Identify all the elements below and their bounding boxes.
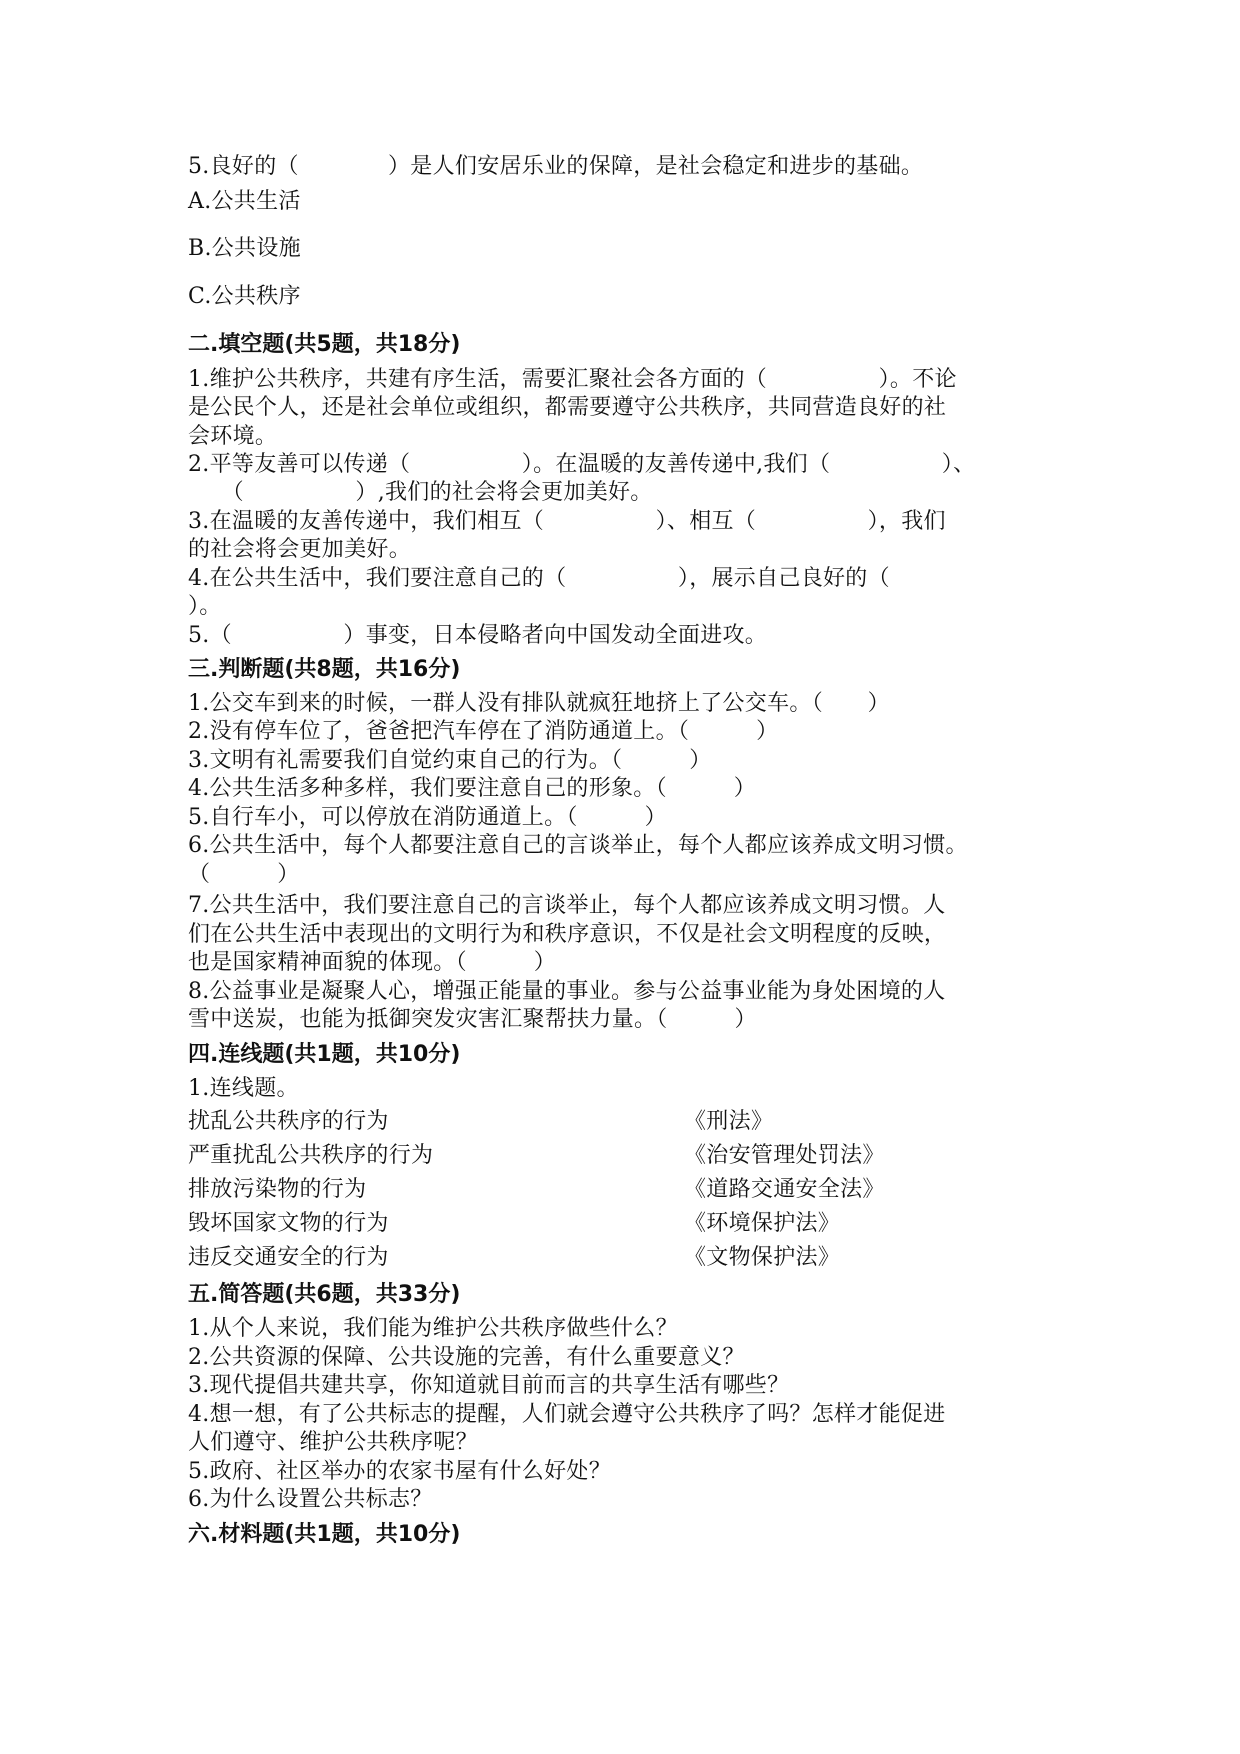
question-line: 8.公益事业是凝聚人心，增强正能量的事业。参与公益事业能为身处困境的人	[188, 979, 946, 1004]
question-line: 4.公共生活多种多样，我们要注意自己的形象。（ ）	[188, 776, 757, 801]
question-line: 6.为什么设置公共标志？	[188, 1487, 433, 1512]
question-line: 4.在公共生活中，我们要注意自己的（ ），展示自己良好的（	[188, 566, 980, 591]
match-left-item: 排放污染物的行为	[188, 1177, 367, 1202]
question-line: 5.自行车小，可以停放在消防通道上。（ ）	[188, 805, 667, 830]
section-heading: 六.材料题(共1题，共10分)	[188, 1522, 461, 1547]
question-line: ）。	[188, 594, 222, 619]
section-heading: 四.连线题(共1题，共10分)	[188, 1042, 461, 1067]
question-line: 5.（ ）事变，日本侵略者向中国发动全面进攻。	[188, 623, 768, 648]
match-right-item: 《文物保护法》	[684, 1245, 841, 1270]
question-line: 6.公共生活中，每个人都要注意自己的言谈举止，每个人都应该养成文明习惯。	[188, 833, 968, 858]
option-c: C.公共秩序	[188, 284, 301, 309]
question-line: 7.公共生活中，我们要注意自己的言谈举止，每个人都应该养成文明习惯。人	[188, 893, 946, 918]
question-line: 人们遵守、维护公共秩序呢？	[188, 1430, 478, 1455]
question-line: 3.现代提倡共建共享，你知道就目前而言的共享生活有哪些？	[188, 1373, 790, 1398]
match-right-item: 《环境保护法》	[684, 1211, 841, 1236]
question-line: 5.政府、社区举办的农家书屋有什么好处？	[188, 1459, 611, 1484]
question-line: 1.维护公共秩序，共建有序生活，需要汇聚社会各方面的（ ）。不论	[188, 367, 957, 392]
question-line: 是公民个人，还是社会单位或组织，都需要遵守公共秩序，共同营造良好的社	[188, 395, 947, 420]
match-right-item: 《刑法》	[684, 1109, 774, 1134]
match-right-item: 《道路交通安全法》	[684, 1177, 885, 1202]
question-line: 2.平等友善可以传递（ ）。在温暖的友善传递中,我们（ ）、	[188, 452, 976, 477]
question-line: 1.公交车到来的时候，一群人没有排队就疯狂地挤上了公交车。（ ）	[188, 691, 890, 716]
option-a: A.公共生活	[188, 189, 301, 214]
match-right-item: 《治安管理处罚法》	[684, 1143, 885, 1168]
question-line: 1.从个人来说，我们能为维护公共秩序做些什么？	[188, 1316, 678, 1341]
match-left-item: 扰乱公共秩序的行为	[188, 1109, 389, 1134]
match-left-item: 严重扰乱公共秩序的行为	[188, 1143, 434, 1168]
question-line: （ ）	[188, 862, 300, 887]
question-text: 5.良好的（ ）是人们安居乐业的保障，是社会稳定和进步的基础。	[188, 154, 924, 179]
question-line: 1.连线题。	[188, 1076, 299, 1101]
question-line: 3.在温暖的友善传递中，我们相互（ ）、相互（ ），我们	[188, 509, 946, 534]
question-line: 2.没有停车位了，爸爸把汽车停在了消防通道上。（ ）	[188, 719, 779, 744]
question-line: 雪中送炭，也能为抵御突发灾害汇聚帮扶力量。（ ）	[188, 1007, 757, 1032]
match-left-item: 违反交通安全的行为	[188, 1245, 389, 1270]
question-line: 们在公共生活中表现出的文明行为和秩序意识，不仅是社会文明程度的反映，	[188, 922, 947, 947]
question-line: 4.想一想，有了公共标志的提醒，人们就会遵守公共秩序了吗？怎样才能促进	[188, 1402, 946, 1427]
question-line: 3.文明有礼需要我们自觉约束自己的行为。（ ）	[188, 748, 712, 773]
option-b: B.公共设施	[188, 236, 301, 261]
question-line: 也是国家精神面貌的体现。（ ）	[188, 950, 557, 975]
question-line: （ ）,我们的社会将会更加美好。	[188, 480, 653, 505]
match-left-item: 毁坏国家文物的行为	[188, 1211, 389, 1236]
section-heading: 五.简答题(共6题，共33分)	[188, 1282, 461, 1307]
section-heading: 二.填空题(共5题，共18分)	[188, 332, 461, 357]
question-line: 的社会将会更加美好。	[188, 537, 412, 562]
question-line: 2.公共资源的保障、公共设施的完善，有什么重要意义？	[188, 1345, 745, 1370]
section-heading: 三.判断题(共8题，共16分)	[188, 657, 461, 682]
question-line: 会环境。	[188, 424, 278, 449]
